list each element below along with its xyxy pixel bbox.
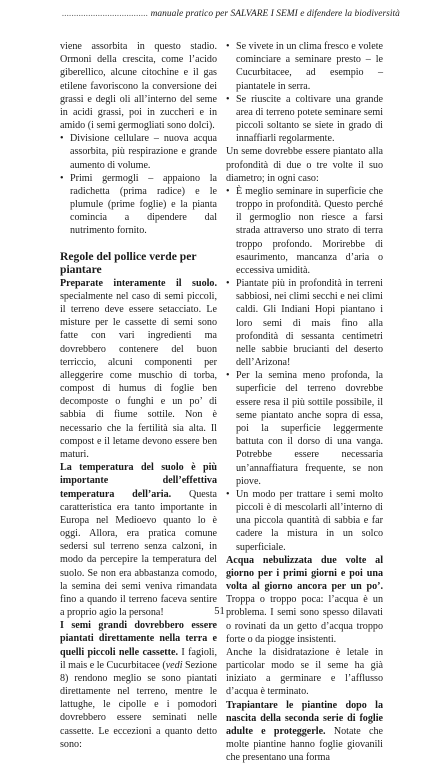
rule-transplant-text: Notate che molte piantine hanno foglie giovanili che presentano una forma	[226, 725, 383, 764]
bullet-tiny-seeds: • Un modo per trattare i semi molto piccoli è di mescolarli all’interno di una piccola quantità di sabbia e far cadere la mistura in un solco superficiale.	[226, 488, 383, 554]
paragraph-seed-size	[60, 619, 217, 751]
bullet-cell-division: • Divisione cellulare – nuova acqua assorbita, più respirazione e grande aumento di volume.	[60, 132, 217, 172]
paragraph-soil	[60, 277, 217, 461]
paragraph-transplant	[226, 699, 383, 764]
rule-soil-title: Preparate interamente il suolo.	[60, 277, 217, 289]
header-title: manuale pratico per SALVARE I SEMI e difendere la biodiversità	[150, 9, 400, 19]
header-dots: ....................................	[62, 9, 149, 19]
intro-paragraph: viene assorbita in questo stadio. Ormoni della crescita, come l’acido giberellico, alcune citochine e il gas etilene favoriscono la conversione dei grassi e degli oli all’interno del seme in acidi grassi, poi in zuccheri e in amido (i semi germogliati sono dolci).	[60, 41, 217, 132]
running-header	[62, 9, 400, 19]
left-column	[60, 40, 217, 751]
paragraph-temperature	[60, 461, 217, 619]
bullet-surface-sowing: • È meglio seminare in superficie che troppo in profondità. Questo perché il germoglio non riesce a farsi strada attraverso uno strato di terra troppo profondo. Morirebbe di esaurimento, mancanza d’aria o eccessiva umidità.	[226, 185, 383, 277]
rule-seed-size-text-b: Sezione 8) rendono meglio se sono piantati direttamente nel terreno, mentre le lattughe, le cipolle e i pomodori dovrebbero essere seminati nelle cassette. Le eccezioni a quanto detto sono:	[60, 659, 217, 750]
section-title: Regole del pollice verde per piantare	[60, 249, 197, 277]
page-number: 51	[214, 606, 225, 617]
paragraph-dehydration: Anche la disidratazione è letale in particolar modo se il seme ha già iniziato a germinare e l’afflusso d’acqua è terminato.	[226, 646, 383, 698]
rule-watering-text: Troppa o troppo poca: l’acqua è un problema. I semi sono spesso dilavati o rovinati da un getto d’acqua troppo forte o da piogge insistenti.	[226, 594, 383, 645]
rule-seed-size-see: vedi	[165, 659, 183, 671]
rule-soil-text: specialmente nel caso di semi piccoli, il terreno deve essere setacciato. Le misture per le cassette di semi sono fatte con vari ingredienti ma dovrebbero contenere del buon terriccio, alcuni componenti per alleggerire come muschio di torba, compost di humus di foglie ben decomposte o funghi e un po’ di sabbia di fiume sottile. Non è necessario che la fertilità sia alta. Il compost e il letame devono essere ben maturi.	[60, 290, 217, 460]
rule-seed-size-text-a: I fagioli, il mais e le Cucurbitacee (	[60, 646, 217, 671]
rule-transplant-title: Trapiantare le piantine dopo la nascita della seconda serie di foglie adulte e proteggerle.	[226, 699, 383, 737]
rule-watering-title: Acqua nebulizzata due volte al giorno per i primi giorni e poi una volta al giorno ancora per un po’.	[226, 554, 383, 593]
right-column	[226, 40, 383, 764]
bullet-cool-climate: • Se vivete in un clima fresco e volete cominciare a seminare presto – le Cucurbitacee, ad esempio – piantatele in serra.	[226, 40, 383, 93]
paragraph-watering	[226, 554, 383, 646]
rule-temperature-text: Questa caratteristica era tanto importante in Europa nel Medioevo quanto lo è oggi. Allora, era pratica comune sedersi sul terreno senza calzoni, in modo da percepire la temperatura del suolo. Se non era abbastanza comodo, la semina dei semi veniva rimandata fino a quando il terreno faceva sentire a proprio agio la persona!	[60, 488, 217, 619]
rule-temperature-title: La temperatura del suolo è più importante dell’effettiva temperatura dell’aria.	[60, 462, 217, 500]
bullet-shallow-sowing: • Per la semina meno profonda, la superficie del terreno dovrebbe essere resa il più sottile possibile, il seme piantato anche sopra di essa, poi la superficie leggermente battuta con il dorso di una vanga. Potrebbe essere necessaria un’annaffiatura frequente, se non piove.	[226, 369, 383, 488]
bullet-first-sprouts: • Primi germogli – appaiono la radichetta (prima radice) e le plumule (prime foglie) e la pianta comincia a dipendere dal nutrimento fornito.	[60, 172, 217, 238]
bullet-large-area: • Se riuscite a coltivare una grande area di terreno potete seminare semi piccoli soltanto se siete in grado di innaffiarli regolarmente.	[226, 93, 383, 146]
bullet-deep-planting: • Piantate più in profondità in terreni sabbiosi, nei climi secchi e nei climi caldi. Gli Indiani Hopi piantano i loro semi di mais fino alla profondità di sessanta centimetri nelle sabbie brucianti del deserto dell’Arizona!	[226, 277, 383, 369]
paragraph-depth: Un seme dovrebbe essere piantato alla profondità di due o tre volte il suo diametro; in ogni caso:	[226, 146, 383, 184]
rule-seed-size-title: I semi grandi dovrebbero essere piantati direttamente nella terra e quelli piccoli nelle cassette.	[60, 620, 217, 658]
